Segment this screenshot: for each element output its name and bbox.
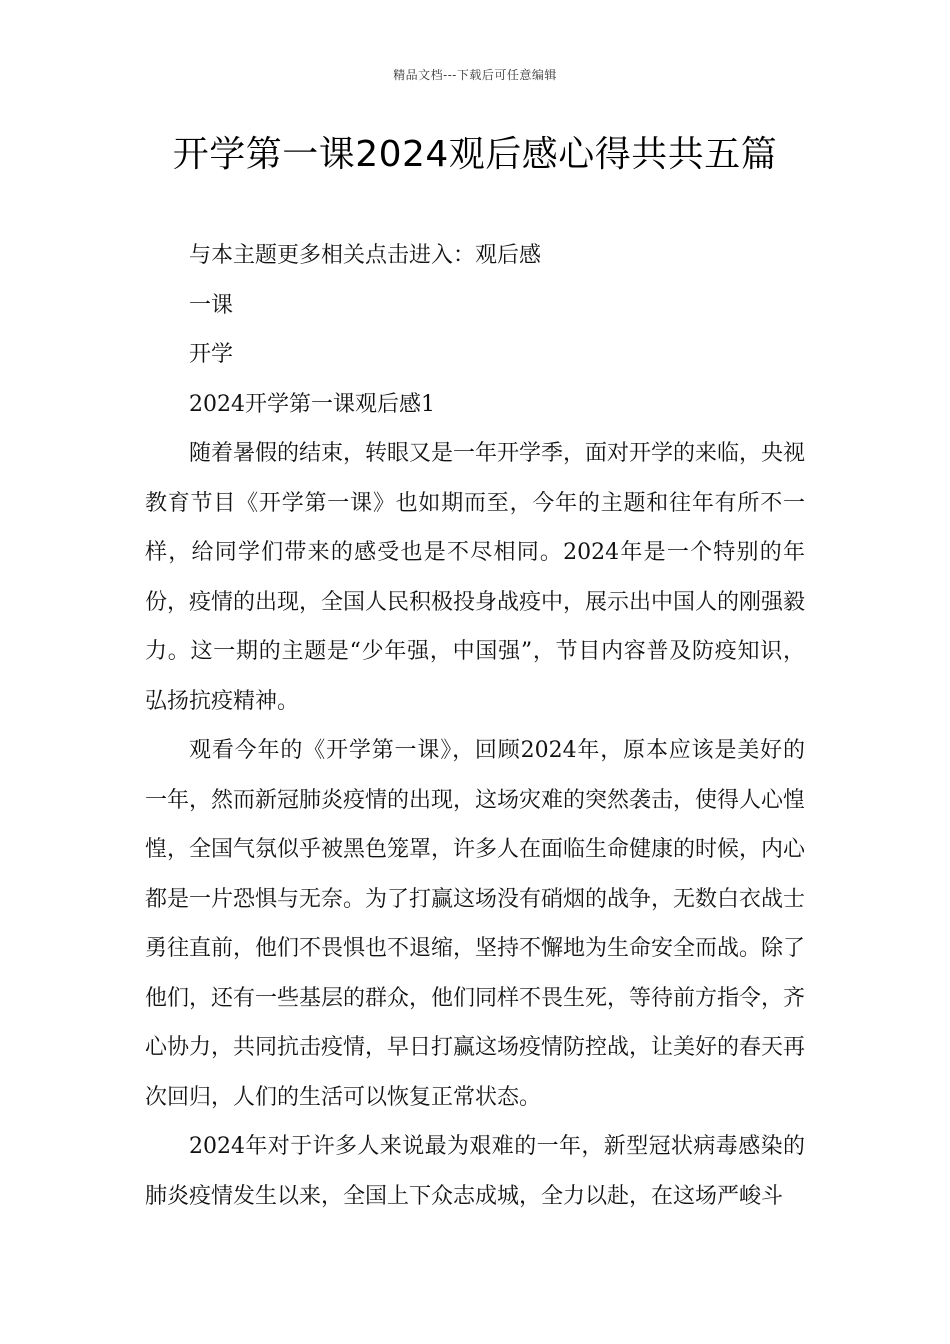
- header-note: 精品文档---下载后可任意编辑: [393, 68, 557, 82]
- keyword-line: 一课: [189, 292, 234, 318]
- body-paragraph: 2024年对于许多人来说最为艰难的一年，新型冠状病毒感染的肺炎疫情发生以来，全国上下众志成城，全力以赴，在这场严峻斗: [145, 1134, 805, 1209]
- section-heading: 2024开学第一课观后感1: [189, 391, 435, 417]
- related-topic-line: 与本主题更多相关点击进入：观后感: [189, 243, 542, 268]
- document-body: [145, 231, 805, 1221]
- keyword-line: 开学: [189, 342, 234, 367]
- document-title: 开学第一课2024观后感心得共共五篇: [172, 134, 778, 175]
- body-paragraph: 观看今年的《开学第一课》，回顾2024年，原本应该是美好的一年，然而新冠肺炎疫情的出现，这场灾难的突然袭击，使得人心惶惶，全国气氛似乎被黑色笼罩，许多人在面临生命健康的时候，内心都是一片恐惧与无奈。为了打赢这场没有硝烟的战争，无数白衣战士勇往直前，他们不畏惧也不退缩，坚持不懈地为生命安全而战。除了他们，还有一些基层的群众，他们同样不畏生死，等待前方指令，齐心协力，共同抗击疫情，早日打赢这场疫情防控战，让美好的春天再次回归，人们的生活可以恢复正常状态。: [145, 738, 806, 1110]
- body-paragraph: 随着暑假的结束，转眼又是一年开学季，面对开学的来临，央视教育节目《开学第一课》也如期而至，今年的主题和往年有所不一样，给同学们带来的感受也是不尽相同。2024年是一个特别的年份，疫情的出现，全国人民积极投身战疫中，展示出中国人的刚强毅力。这一期的主题是“少年强，中国强”，节目内容普及防疫知识，弘扬抗疫精神。: [145, 441, 806, 714]
